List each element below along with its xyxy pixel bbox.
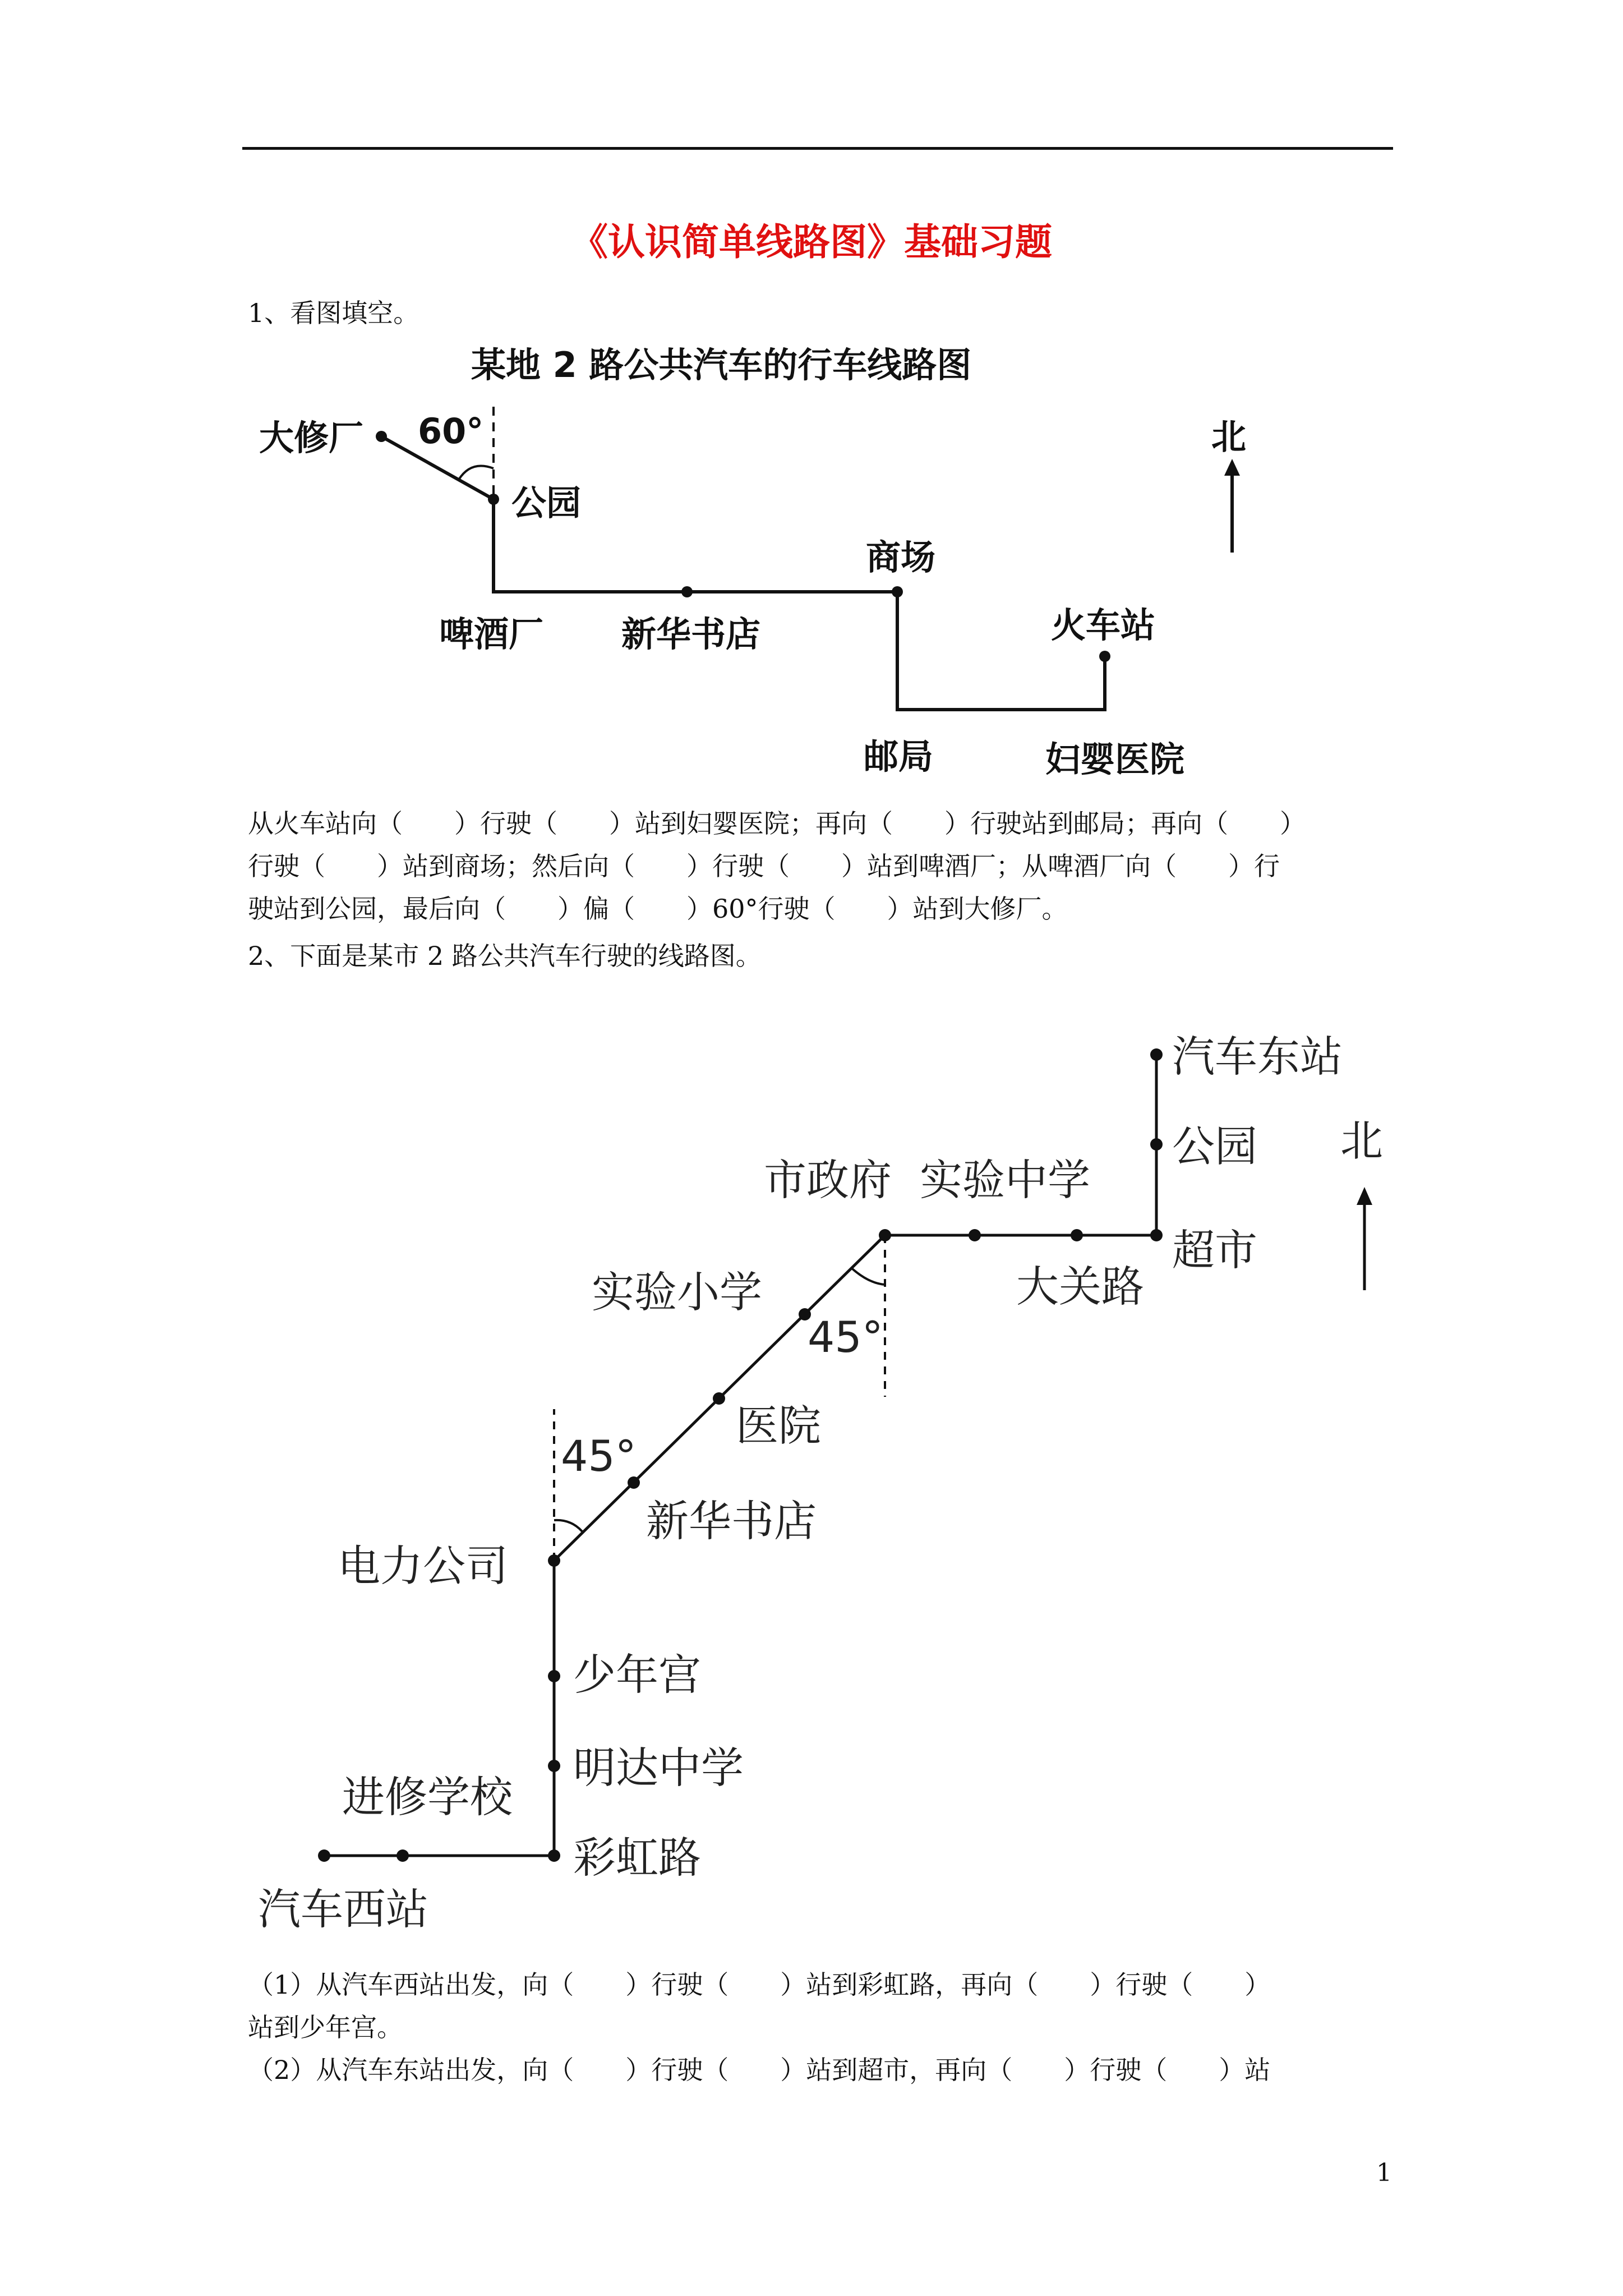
fig2-label-jinxiu: 进修学校 (342, 1772, 513, 1822)
fig2-label-chaoshi: 超市 (1172, 1225, 1257, 1275)
q1-line-3: 驶站到公园，最后向（ ）偏（ ）60°行驶（ ）站到大修厂。 (248, 894, 1068, 924)
fig2-label-shaoniangong: 少年宫 (573, 1650, 701, 1700)
route-map-1 (241, 337, 1279, 785)
fig2-angle-label-top: 45° (808, 1312, 883, 1362)
fig1-label-gongyuan: 公园 (511, 482, 582, 523)
fig2-dot-dianli (548, 1554, 560, 1567)
fig2-label-shizhengfu: 市政府 (764, 1155, 892, 1205)
fig2-label-gongyuan: 公园 (1172, 1121, 1257, 1171)
fig1-label-huochezhan: 火车站 (1051, 605, 1156, 646)
fig2-label-mingda: 明达中学 (573, 1743, 744, 1793)
fig1-angle-label: 60° (418, 411, 484, 452)
q1-prompt: 1、看图填空。 (248, 298, 419, 328)
fig2-label-daguanlu: 大关路 (1016, 1262, 1144, 1312)
fig1-dot-huochezhan (1099, 651, 1110, 662)
fig2-label-shiyanzhongxue: 实验中学 (920, 1155, 1090, 1205)
fig2-dot-qichexi (318, 1849, 330, 1862)
route-map-2 (241, 999, 1475, 1941)
fig2-angle-label-bottom: 45° (561, 1431, 637, 1481)
fig2-dot-jinxiu (396, 1849, 409, 1862)
fig2-dot-caihonglu (548, 1849, 560, 1862)
fig2-north-label: 北 (1340, 1116, 1383, 1166)
q2-sub2-line-1: （2）从汽车东站出发，向（ ）行驶（ ）站到超市，再向（ ）行驶（ ）站 (248, 2055, 1271, 2085)
page-title: 《认识简单线路图》基础习题 (571, 220, 1052, 264)
fig2-label-xinhua: 新华书店 (646, 1496, 817, 1546)
header-rule (242, 147, 1393, 150)
fig1-dot-gongyuan (488, 494, 499, 505)
fig2-dot-qichedong (1150, 1048, 1163, 1061)
fig2-label-shiyanxiaoxue: 实验小学 (592, 1267, 762, 1317)
fig1-dot-shangchang (892, 586, 903, 597)
q1-line-1: 从火车站向（ ）行驶（ ）站到妇婴医院；再向（ ）行驶站到邮局；再向（ ） (248, 808, 1306, 839)
fig2-angle-arc-bottom (554, 1520, 582, 1531)
fig1-north-arrow (1224, 459, 1240, 553)
fig2-dot-mingda (548, 1760, 560, 1772)
fig1-label-youju: 邮局 (864, 736, 934, 777)
fig1-label-xinhua: 新华书店 (621, 614, 761, 655)
fig1-dot-daxiuchang (376, 431, 387, 442)
fig1-title: 某地 2 路公共汽车的行车线路图 (471, 344, 972, 385)
fig2-dot-yiyuan (713, 1392, 725, 1405)
fig2-label-caihonglu: 彩虹路 (573, 1833, 701, 1883)
fig1-north-label: 北 (1211, 416, 1247, 457)
fig1-label-pijiuchang: 啤酒厂 (439, 614, 544, 655)
fig1-label-daxiuchang: 大修厂 (259, 417, 364, 458)
page-number: 1 (1376, 2159, 1392, 2187)
q1-line-2: 行驶（ ）站到商场；然后向（ ）行驶（ ）站到啤酒厂；从啤酒厂向（ ）行 (248, 851, 1280, 881)
fig2-label-qichedong: 汽车东站 (1172, 1032, 1343, 1082)
fig2-dot-shizhengfu (879, 1229, 891, 1241)
fig2-dot-daguanlu (1071, 1229, 1083, 1241)
fig2-dot-shiyanzhongxue (969, 1229, 981, 1241)
q2-sub1-line-1: （1）从汽车西站出发，向（ ）行驶（ ）站到彩虹路，再向（ ）行驶（ ） (248, 1970, 1271, 2000)
fig1-angle-arc (459, 466, 494, 480)
fig2-label-yiyuan: 医院 (736, 1401, 821, 1451)
fig2-dot-chaoshi (1150, 1229, 1163, 1241)
fig2-dot-shaoniangong (548, 1670, 560, 1682)
q2-sub1-line-2: 站到少年宫。 (248, 2012, 403, 2042)
fig2-dot-gongyuan (1150, 1138, 1163, 1151)
q2-prompt: 2、下面是某市 2 路公共汽车行驶的线路图。 (248, 941, 762, 971)
fig1-dot-xinhua (681, 586, 693, 597)
fig1-route-line (381, 436, 1105, 710)
fig1-label-shangchang: 商场 (866, 537, 936, 578)
fig2-label-dianli: 电力公司 (338, 1541, 508, 1591)
fig1-label-fuying: 妇婴医院 (1045, 739, 1185, 780)
fig2-angle-arc-top (852, 1269, 885, 1285)
fig2-north-arrow (1357, 1187, 1372, 1290)
fig2-label-qichexi: 汽车西站 (258, 1884, 428, 1934)
